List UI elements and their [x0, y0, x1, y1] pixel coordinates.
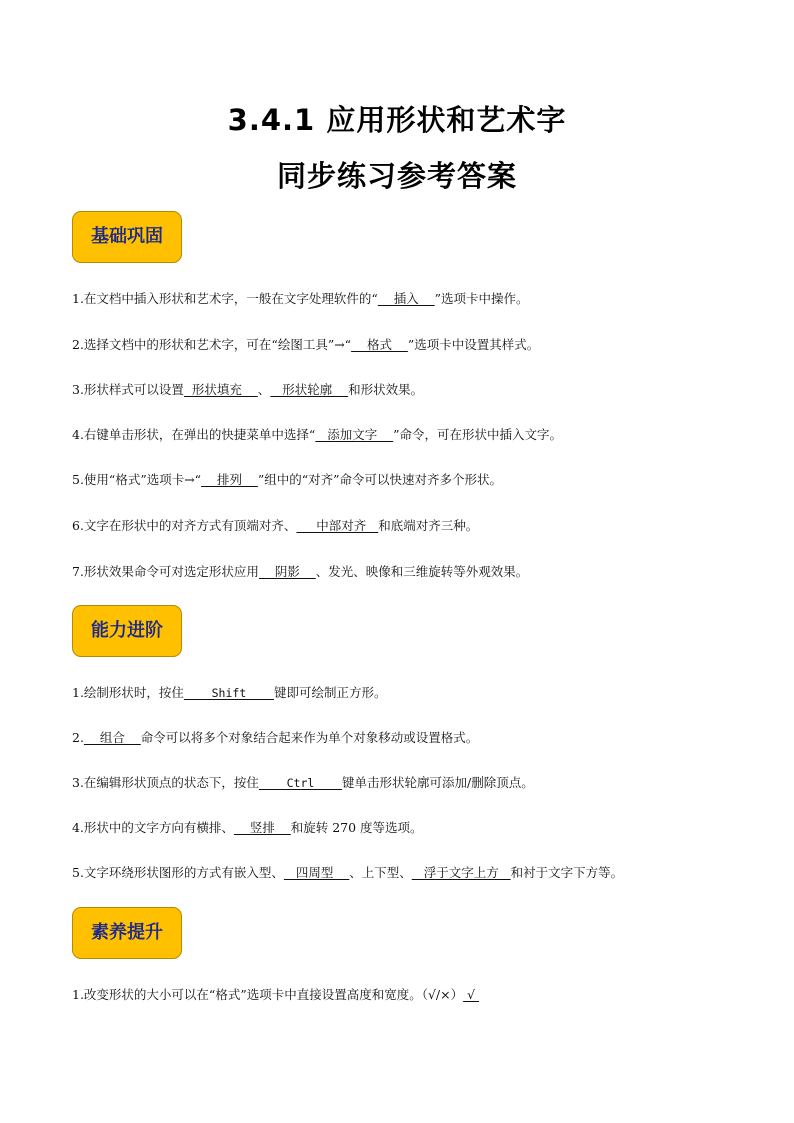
question-item — [72, 730, 772, 746]
document-subtitle: 同步练习参考答案 — [276, 159, 517, 193]
question-item — [72, 518, 772, 534]
question-item — [72, 685, 772, 701]
answer-blank: 四周型 — [283, 865, 350, 880]
question-text: 4.形状中的文字方向有横排、 — [72, 820, 234, 835]
answer-blank: 插入 — [377, 291, 435, 306]
answer-blank: 添加文字 — [315, 427, 394, 442]
question-text: 3.在编辑形状顶点的状态下，按住 — [72, 775, 259, 790]
question-item — [72, 337, 772, 353]
answer-blank: √ — [463, 987, 480, 1002]
answer-blank: 组合 — [83, 730, 141, 745]
question-text: ”组中的“对齐”命令可以快速对齐多个形状。 — [257, 472, 503, 487]
question-item — [72, 987, 772, 1003]
question-item — [72, 382, 772, 398]
question-item — [72, 865, 772, 881]
question-text: 2. — [72, 730, 84, 745]
question-item — [72, 775, 772, 791]
question-text: 1.绘制形状时，按住 — [72, 685, 184, 700]
question-text: 4.右键单击形状，在弹出的快捷菜单中选择“ — [72, 427, 316, 442]
question-text: ”选项卡中设置其样式。 — [407, 337, 540, 352]
answer-blank: 阴影 — [258, 564, 316, 579]
question-text: 5.使用“格式”选项卡→“ — [72, 472, 202, 487]
question-text: 6.文字在形状中的对齐方式有顶端对齐、 — [72, 518, 297, 533]
question-text: 键即可绘制正方形。 — [273, 685, 387, 700]
section-badge-advanced: 能力进阶 — [72, 605, 182, 657]
question-text: 和衬于文字下方等。 — [510, 865, 624, 880]
document-title: 3.4.1 应用形状和艺术字 — [227, 103, 567, 137]
question-text: 和底端对齐三种。 — [378, 518, 479, 533]
answer-blank: 竖排 — [233, 820, 291, 835]
answer-blank: 形状填充 — [183, 382, 258, 397]
section-badge-literacy: 素养提升 — [72, 907, 182, 959]
question-text: 5.文字环绕形状图形的方式有嵌入型、 — [72, 865, 284, 880]
question-text: 、 — [257, 382, 271, 397]
section-badge-basic: 基础巩固 — [72, 211, 182, 263]
question-text: 2.选择文档中的形状和艺术字，可在“绘图工具”→“ — [72, 337, 352, 352]
question-item — [72, 291, 772, 307]
answer-blank: 形状轮廓 — [270, 382, 349, 397]
question-text: 1.改变形状的大小可以在“格式”选项卡中直接设置高度和宽度。（√/×） — [72, 987, 464, 1002]
question-item — [72, 427, 772, 443]
answer-blank: 格式 — [351, 337, 408, 352]
question-text: 、上下型、 — [349, 865, 412, 880]
question-text: 键单击形状轮廓可添加/删除顶点。 — [342, 775, 534, 790]
question-text: 和形状效果。 — [348, 382, 424, 397]
question-text: 和旋转 270 度等选项。 — [290, 820, 423, 835]
answer-blank: 中部对齐 — [296, 518, 379, 533]
question-text: 1.在文档中插入形状和艺术字，一般在文字处理软件的“ — [72, 291, 378, 306]
question-text: 3.形状样式可以设置 — [72, 382, 184, 397]
question-text: 命令可以将多个对象结合起来作为单个对象移动或设置格式。 — [140, 730, 479, 745]
question-text: 7.形状效果命令可对选定形状应用 — [72, 564, 259, 579]
question-item — [72, 564, 772, 580]
answer-blank: Shift — [183, 686, 274, 700]
answer-blank: 排列 — [201, 472, 258, 487]
question-item — [72, 820, 772, 836]
question-text: 、发光、映像和三维旋转等外观效果。 — [315, 564, 529, 579]
question-text: ”命令，可在形状中插入文字。 — [393, 427, 563, 442]
question-text: ”选项卡中操作。 — [434, 291, 529, 306]
answer-blank: 浮于文字上方 — [411, 865, 511, 880]
question-item — [72, 472, 772, 488]
answer-blank: Ctrl — [258, 776, 343, 790]
